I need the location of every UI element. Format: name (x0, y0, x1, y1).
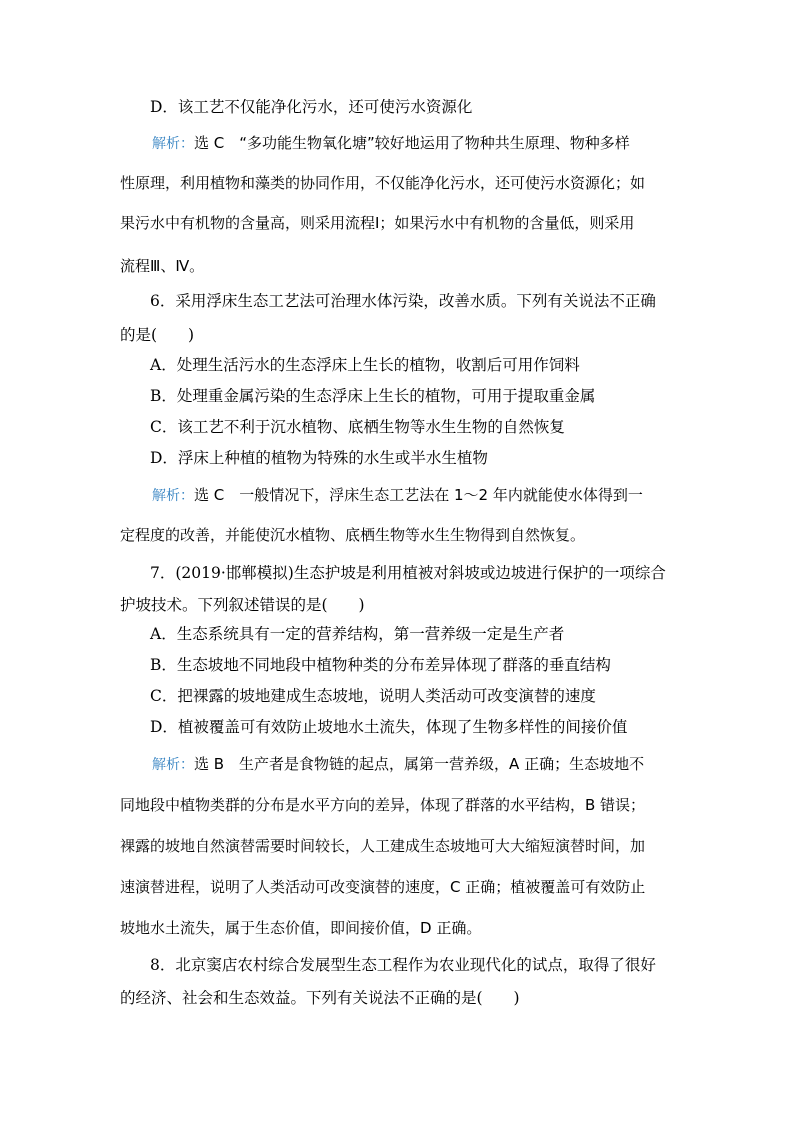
q5-analysis-line-3: 果污水中有机物的含量高，则采用流程Ⅰ；如果污水中有机物的含量低，则采用 (120, 214, 635, 232)
q6-option-a: A．处理生活污水的生态浮床上生长的植物，收割后可用作饲料 (150, 356, 580, 374)
q7-stem-line-2: 护坡技术。下列叙述错误的是( ) (120, 596, 365, 614)
q6-analysis-line-2: 定程度的改善，并能使沉水植物、底栖生物等水生生物得到自然恢复。 (120, 526, 586, 544)
q7-analysis-line-5: 坡地水土流失，属于生态价值，即间接价值，D 正确。 (120, 919, 482, 937)
q7-option-b: B．生态坡地不同地段中植物种类的分布差异体现了群落的垂直结构 (150, 656, 611, 674)
q7-analysis-line-1 (152, 754, 644, 775)
q6-stem-line-2: 的是( ) (120, 326, 195, 344)
q8-stem-line-2: 的经济、社会和生态效益。下列有关说法不正确的是( ) (120, 989, 520, 1007)
q7-option-c: C．把裸露的坡地建成生态坡地，说明人类活动可改变演替的速度 (150, 687, 596, 705)
q5-analysis-line-1 (152, 133, 630, 154)
q5-option-d: D．该工艺不仅能净化污水，还可使污水资源化 (150, 98, 473, 116)
q6-analysis-text-1: 选 C 一般情况下，浮床生态工艺法在 1～2 年内就能使水体得到一 (194, 486, 643, 504)
q5-analysis-text-1: 选 C “多功能生物氧化塘”较好地运用了物种共生原理、物种多样 (194, 134, 630, 152)
q7-analysis-line-4: 速演替进程，说明了人类活动可改变演替的速度，C 正确；植被覆盖可有效防止 (120, 878, 646, 896)
q6-option-b: B．处理重金属污染的生态浮床上生长的植物，可用于提取重金属 (150, 387, 596, 405)
q5-analysis-line-4: 流程Ⅲ、Ⅳ。 (120, 257, 205, 275)
q7-analysis-text-1: 选 B 生产者是食物链的起点，属第一营养级，A 正确；生态坡地不 (194, 755, 645, 773)
q6-stem-line-1: 6．采用浮床生态工艺法可治理水体污染，改善水质。下列有关说法不正确 (150, 292, 656, 310)
q6-option-d: D．浮床上种植的植物为特殊的水生或半水生植物 (150, 449, 488, 467)
q6-option-c: C．该工艺不利于沉水植物、底栖生物等水生生物的自然恢复 (150, 418, 565, 436)
q7-stem-line-1: 7．(2019·邯郸模拟)生态护坡是利用植被对斜坡或边坡进行保护的一项综合 (150, 564, 666, 582)
q8-stem-line-1: 8．北京窦店农村综合发展型生态工程作为农业现代化的试点，取得了很好 (150, 956, 656, 974)
q6-analysis-line-1 (152, 485, 643, 506)
analysis-label: 解析： (152, 757, 194, 773)
q5-analysis-line-2: 性原理，利用植物和藻类的协同作用，不仅能净化污水，还可使污水资源化；如 (120, 174, 646, 192)
q7-option-a: A．生态系统具有一定的营养结构，第一营养级一定是生产者 (150, 625, 565, 643)
q7-option-d: D．植被覆盖可有效防止坡地水土流失，体现了生物多样性的间接价值 (150, 718, 628, 736)
q7-analysis-line-2: 同地段中植物类群的分布是水平方向的差异，体现了群落的水平结构，B 错误； (120, 796, 646, 814)
q7-analysis-line-3: 裸露的坡地自然演替需要时间较长，人工建成生态坡地可大大缩短演替时间，加 (120, 837, 646, 855)
analysis-label: 解析： (152, 488, 194, 504)
analysis-label: 解析： (152, 136, 194, 152)
